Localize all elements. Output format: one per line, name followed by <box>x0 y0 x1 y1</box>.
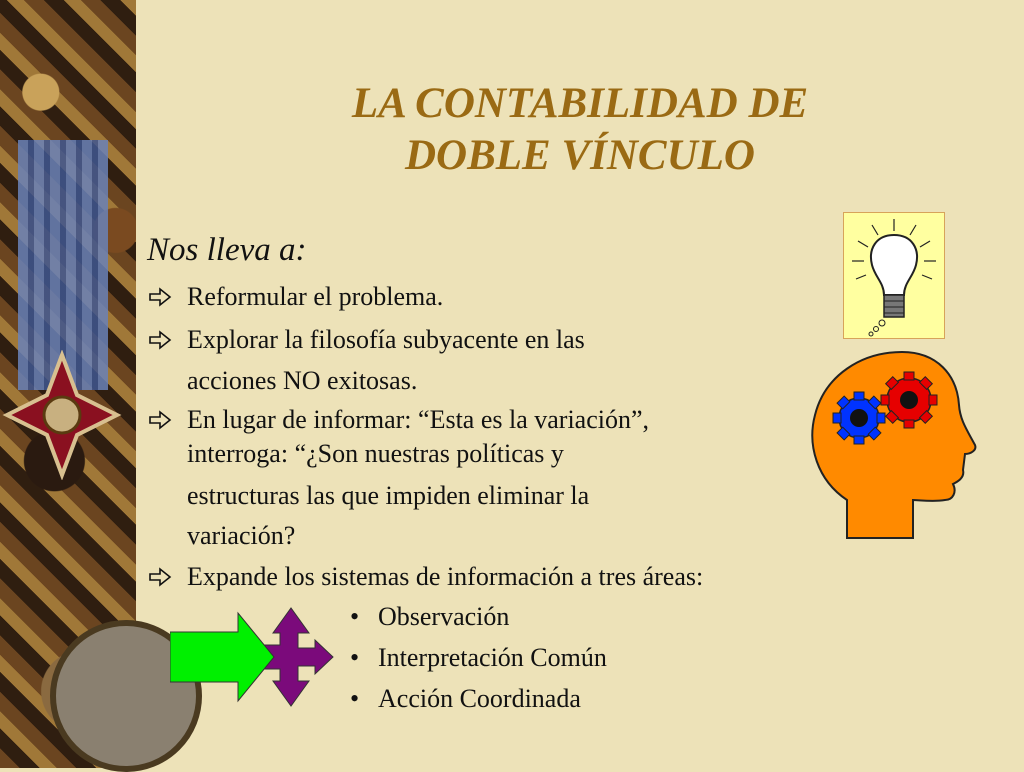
bullet-line-continuation: acciones NO exitosas. <box>187 366 418 395</box>
bullet-line: Expande los sistemas de información a tres áreas: <box>187 562 704 591</box>
hollow-arrow-bullet-icon <box>148 287 172 307</box>
sub-item-label: Acción Coordinada <box>378 684 581 713</box>
sub-bullet-item <box>350 602 509 632</box>
bullet-line: En lugar de informar: “Esta es la variación”, <box>187 405 650 434</box>
sub-item-label: Observación <box>378 602 510 631</box>
decorative-sidebar <box>0 0 136 768</box>
light-bulb-clipart <box>843 212 945 339</box>
head-with-gears-icon <box>807 350 977 540</box>
bullet-dot: • <box>350 643 360 672</box>
bullet-dot: • <box>350 684 360 713</box>
sub-item-label: Interpretación Común <box>378 643 607 672</box>
sub-bullet-item <box>350 643 607 673</box>
bullet-line-continuation: estructuras las que impiden eliminar la <box>187 481 590 510</box>
hollow-arrow-bullet-icon <box>148 330 172 350</box>
hollow-arrow-bullet-icon <box>148 567 172 587</box>
bullet-dot: • <box>350 602 360 631</box>
medal-cross-icon <box>2 350 122 480</box>
bullet-line: Explorar la filosofía subyacente en las <box>187 325 585 354</box>
light-bulb-icon <box>844 213 944 338</box>
slide-title <box>250 78 910 182</box>
bullet-line-continuation: variación? <box>187 521 296 550</box>
slide-subtitle: Nos lleva a: <box>147 232 307 268</box>
title-line-2: DOBLE VÍNCULO <box>404 132 755 179</box>
hollow-arrow-bullet-icon <box>148 410 172 430</box>
bullet-line-continuation: interroga: “¿Son nuestras políticas y <box>187 439 564 468</box>
sub-bullet-item <box>350 684 581 714</box>
split-arrow-icon <box>170 605 335 710</box>
title-line-1: LA CONTABILIDAD DE <box>351 80 809 127</box>
bullet-line: Reformular el problema. <box>187 282 444 311</box>
